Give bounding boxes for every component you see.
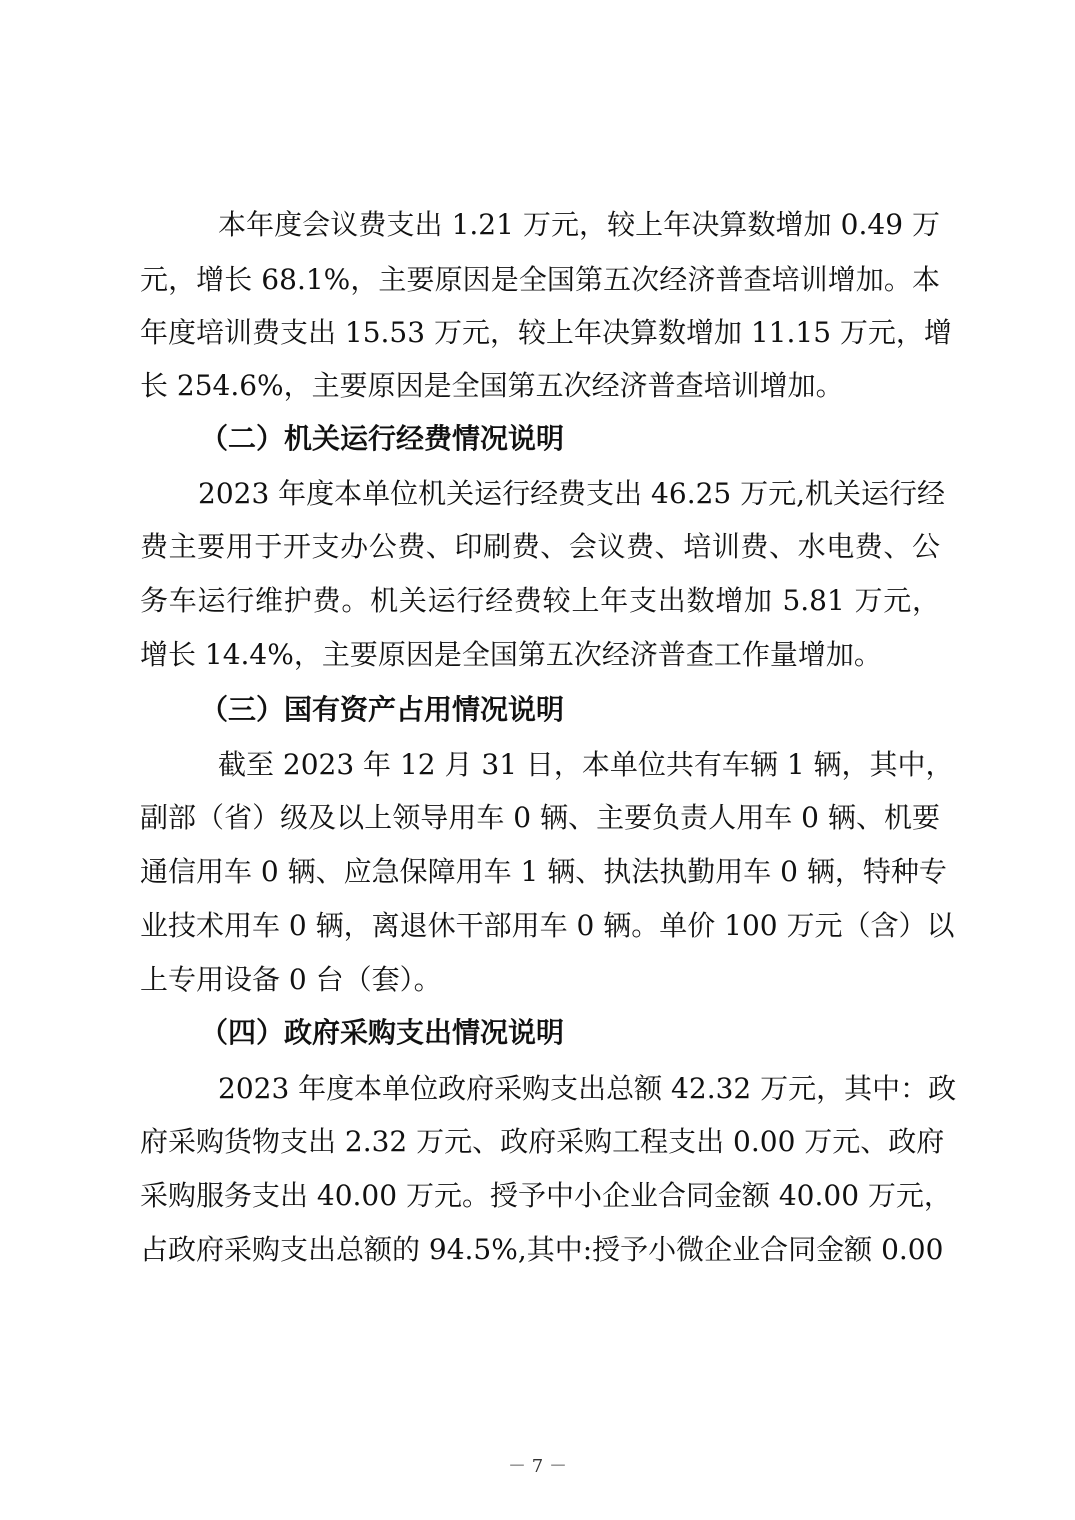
- paragraph-2-line-1: 2023 年度本单位机关运行经费支出 46.25 万元,机关运行经: [198, 477, 946, 510]
- section-heading-2: （二）机关运行经费情况说明: [200, 422, 565, 455]
- paragraph-4-line-4: 占政府采购支出总额的 94.5%,其中:授予小微企业合同金额 0.00: [140, 1233, 944, 1266]
- paragraph-3-line-4: 业技术用车 0 辆，离退休干部用车 0 辆。单价 100 万元（含）以: [140, 909, 955, 942]
- paragraph-3-line-3: 通信用车 0 辆、应急保障用车 1 辆、执法执勤用车 0 辆，特种专: [140, 855, 947, 888]
- paragraph-3-line-2: 副部（省）级及以上领导用车 0 辆、主要负责人用车 0 辆、机要: [140, 801, 940, 834]
- paragraph-3-line-5: 上专用设备 0 台（套）。: [140, 963, 442, 996]
- paragraph-4-line-1: 2023 年度本单位政府采购支出总额 42.32 万元，其中：政: [218, 1072, 957, 1105]
- paragraph-4-line-2: 府采购货物支出 2.32 万元、政府采购工程支出 0.00 万元、政府: [140, 1125, 945, 1158]
- paragraph-1-line-4: 长 254.6%，主要原因是全国第五次经济普查培训增加。: [140, 369, 844, 402]
- paragraph-1-line-2: 元，增长 68.1%，主要原因是全国第五次经济普查培训增加。本: [140, 263, 940, 296]
- section-heading-3: （三）国有资产占用情况说明: [200, 693, 565, 726]
- paragraph-2-line-3: 务车运行维护费。机关运行经费较上年支出数增加 5.81 万元，: [140, 584, 940, 617]
- paragraph-2-line-2: 费主要用于开支办公费、印刷费、会议费、培训费、水电费、公: [140, 530, 940, 563]
- paragraph-2-line-4: 增长 14.4%，主要原因是全国第五次经济普查工作量增加。: [140, 638, 882, 671]
- paragraph-4-line-3: 采购服务支出 40.00 万元。授予中小企业合同金额 40.00 万元，: [140, 1179, 952, 1212]
- paragraph-1-line-1: 本年度会议费支出 1.21 万元，较上年决算数增加 0.49 万: [218, 208, 940, 241]
- paragraph-1-line-3: 年度培训费支出 15.53 万元，较上年决算数增加 11.15 万元，增: [140, 316, 952, 349]
- page-number: － 7 －: [508, 1456, 567, 1477]
- section-heading-4: （四）政府采购支出情况说明: [200, 1016, 565, 1049]
- paragraph-3-line-1: 截至 2023 年 12 月 31 日，本单位共有车辆 1 辆，其中，: [218, 748, 954, 781]
